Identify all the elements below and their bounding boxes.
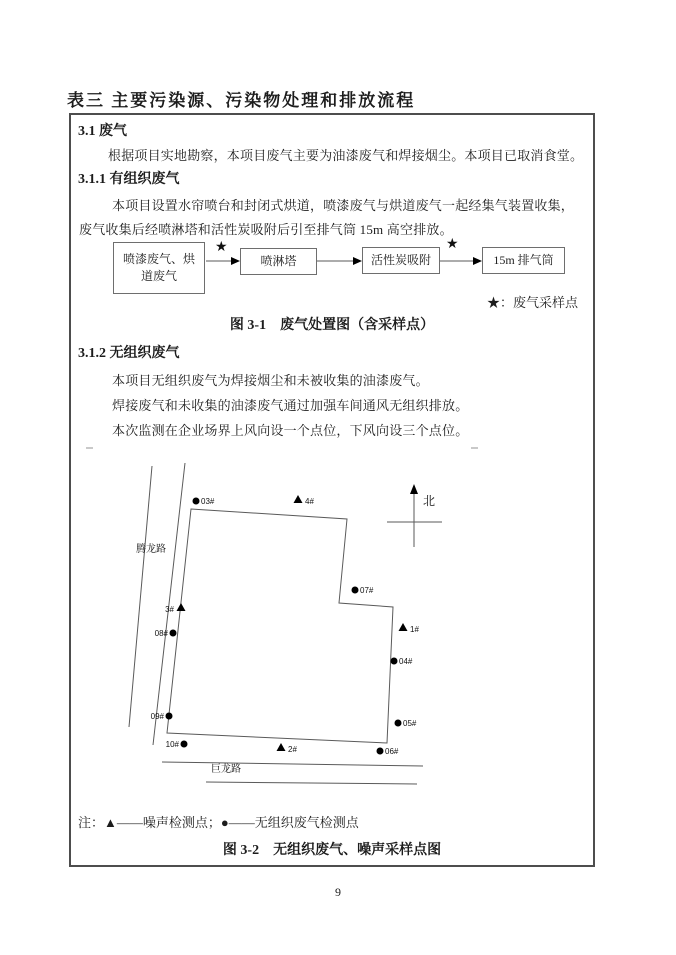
- section-3-1-2-paragraph-line3: 本次监测在企业场界上风向设一个点位，下风向设三个点位。: [112, 423, 469, 438]
- flow-box-carbon-adsorption: 活性炭吸附: [362, 247, 440, 274]
- map-point-label: 10#: [165, 740, 179, 749]
- map-point-1: [399, 623, 420, 634]
- section-3-1-paragraph: 根据项目实地勘察，本项目废气主要为油漆废气和焊接烟尘。本项目已取消食堂。: [108, 148, 584, 163]
- tenglong-road-line-1: [129, 466, 152, 727]
- julong-road-line-2: [206, 782, 417, 784]
- site-map: [85, 445, 595, 800]
- flow-box-source: [113, 242, 205, 294]
- sampling-star-icon: ★: [215, 240, 228, 255]
- gas-point-marker-icon: [377, 748, 384, 755]
- site-boundary: [167, 509, 393, 743]
- map-point-label: 4#: [305, 497, 314, 506]
- map-point-04: [391, 657, 413, 666]
- flow-box-source-line2: 道废气: [140, 269, 177, 283]
- gas-point-marker-icon: [391, 658, 398, 665]
- noise-point-marker-icon: [399, 623, 408, 631]
- map-point-03: [193, 497, 215, 506]
- julong-road-label: 巨龙路: [211, 764, 241, 775]
- section-3-1-2-paragraph-line1: 本项目无组织废气为焊接烟尘和未被收集的油漆废气。: [112, 373, 429, 388]
- flow-box-source-line1: 喷漆废气、烘: [122, 252, 195, 266]
- section-3-1-1-heading: 3.1.1 有组织废气: [78, 172, 180, 187]
- gas-point-marker-icon: [170, 630, 177, 637]
- tenglong-road-label: 腾龙路: [136, 544, 166, 555]
- flow-box-stack: 15m 排气筒: [482, 247, 565, 274]
- noise-point-marker-icon: [177, 603, 186, 611]
- map-point-06: [377, 747, 399, 756]
- map-point-08: [155, 629, 177, 638]
- map-point-07: [352, 586, 374, 595]
- gas-point-marker-icon: [181, 741, 188, 748]
- flow-arrowhead-1-icon: [231, 257, 240, 265]
- north-arrow: [387, 484, 442, 547]
- map-point-05: [395, 719, 417, 728]
- noise-point-marker-icon: [294, 495, 303, 503]
- section-3-1-1-paragraph-line2: 废气收集后经喷淋塔和活性炭吸附后引至排气筒 15m 高空排放。: [79, 222, 453, 237]
- page-title: 表三 主要污染源、污染物处理和排放流程: [67, 91, 416, 110]
- map-point-10: [166, 740, 188, 749]
- flow-arrowhead-2-icon: [353, 257, 362, 265]
- page-number: 9: [335, 885, 341, 899]
- sampling-star-icon: ★: [446, 237, 459, 252]
- map-point-label: 1#: [410, 625, 419, 634]
- noise-point-marker-icon: [277, 743, 286, 751]
- flow-arrowhead-3-icon: [473, 257, 482, 265]
- julong-road-line-1: [162, 762, 423, 766]
- map-point-4: [294, 495, 315, 506]
- figure-3-2-caption: 图 3-2 无组织废气、噪声采样点图: [222, 843, 442, 858]
- figure-3-1-caption: 图 3-1 废气处置图（含采样点）: [229, 318, 435, 333]
- map-point-label: 04#: [399, 657, 413, 666]
- map-point-label: 09#: [150, 712, 164, 721]
- gas-point-marker-icon: [193, 498, 200, 505]
- flow-arrows: [200, 252, 490, 270]
- section-3-1-heading: 3.1 废气: [78, 124, 127, 139]
- map-point-label: 07#: [360, 586, 374, 595]
- map-point-3: [165, 603, 185, 614]
- north-label: 北: [423, 494, 436, 508]
- section-3-1-1-paragraph-line1: 本项目设置水帘喷台和封闭式烘道，喷漆废气与烘道废气一起经集气装置收集，: [112, 198, 575, 213]
- section-3-1-2-paragraph-line2: 焊接废气和未收集的油漆废气通过加强车间通风无组织排放。: [112, 398, 469, 413]
- map-legend-note: 注：▲——噪声检测点；●——无组织废气检测点: [78, 815, 359, 830]
- north-arrow-head-icon: [410, 484, 418, 494]
- gas-point-marker-icon: [352, 587, 359, 594]
- map-point-label: 08#: [154, 629, 168, 638]
- star-legend: ★：废气采样点: [487, 295, 579, 310]
- flow-box-spray-tower: 喷淋塔: [240, 248, 317, 275]
- map-point-label: 2#: [288, 745, 297, 754]
- gas-point-marker-icon: [395, 720, 402, 727]
- map-point-2: [277, 743, 298, 754]
- section-3-1-2-heading: 3.1.2 无组织废气: [78, 346, 180, 361]
- map-point-09: [151, 712, 173, 721]
- map-point-label: 06#: [385, 747, 399, 756]
- map-point-label: 3#: [165, 605, 174, 614]
- gas-point-marker-icon: [166, 713, 173, 720]
- map-point-label: 03#: [201, 497, 215, 506]
- map-point-label: 05#: [403, 719, 417, 728]
